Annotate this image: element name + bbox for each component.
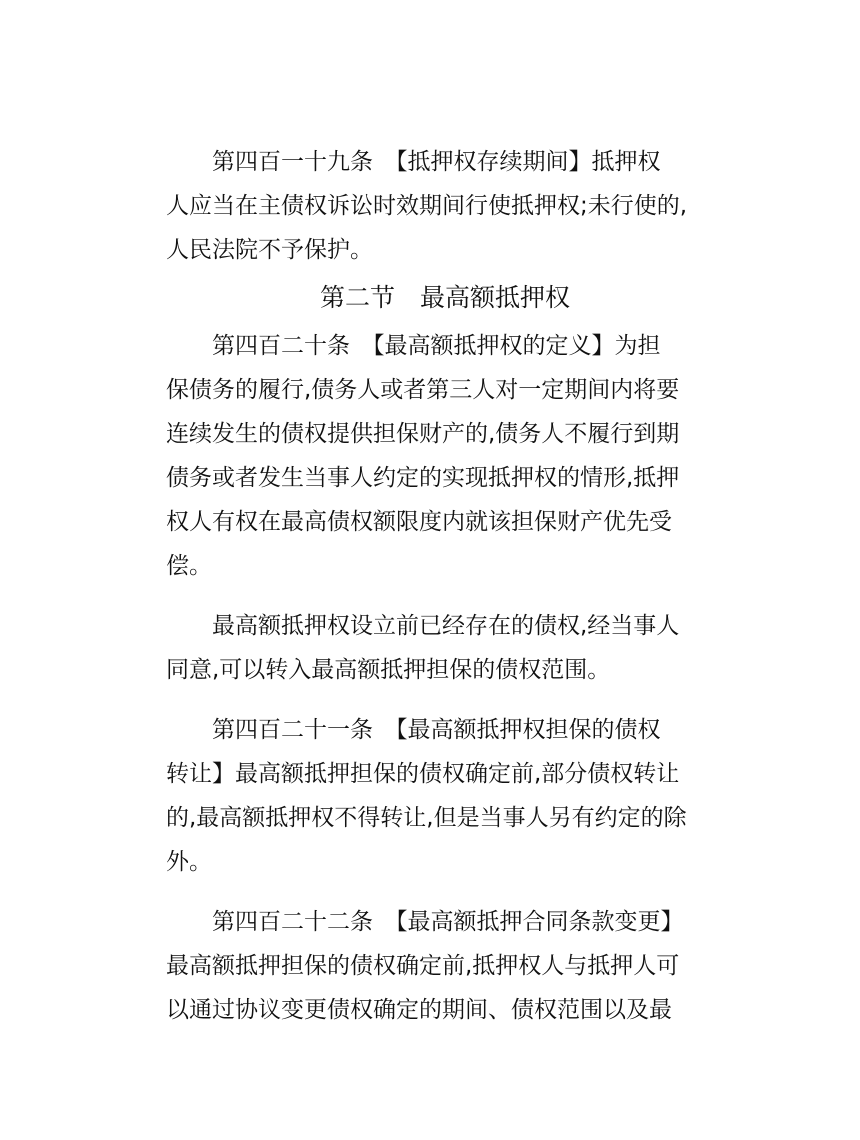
- section-heading: 第二节 最高额抵押权: [320, 283, 571, 312]
- article-419: [166, 140, 726, 272]
- paragraph-line: 第四百二十一条 【最高额抵押权担保的债权: [212, 717, 661, 743]
- paragraph-line: 第四百二十二条 【最高额抵押合同条款变更】: [212, 909, 684, 935]
- document-page: [166, 140, 726, 1032]
- paragraph-line: 最高额抵押担保的债权确定前,抵押权人与抵押人可: [166, 953, 680, 979]
- paragraph-line: 以通过协议变更债权确定的期间、债权范围以及最: [166, 997, 672, 1023]
- paragraph-gap: [166, 884, 726, 900]
- paragraph-line: 保债务的履行,债务人或者第三人对一定期间内将要: [166, 377, 680, 403]
- article-422: [166, 900, 726, 1032]
- paragraph-line: 权人有权在最高债权额限度内就该担保财产优先受: [166, 509, 672, 535]
- paragraph-line: 人应当在主债权诉讼时效期间行使抵押权;未行使的,: [166, 193, 688, 219]
- paragraph-line: 的,最高额抵押权不得转让,但是当事人另有约定的除: [166, 805, 687, 831]
- article-420-paragraph-2: [166, 604, 726, 692]
- paragraph-line: 同意,可以转入最高额抵押担保的债权范围。: [166, 657, 611, 683]
- article-421: [166, 708, 726, 884]
- paragraph-line: 第四百二十条 【最高额抵押权的定义】为担: [212, 333, 661, 359]
- paragraph-gap: [166, 588, 726, 604]
- paragraph-gap: [166, 692, 726, 708]
- paragraph-line: 最高额抵押权设立前已经存在的债权,经当事人: [212, 613, 680, 639]
- paragraph-line: 转让】最高额抵押担保的债权确定前,部分债权转让: [166, 761, 680, 787]
- paragraph-line: 人民法院不予保护。: [166, 237, 373, 263]
- paragraph-line: 连续发生的债权提供担保财产的,债务人不履行到期: [166, 421, 680, 447]
- paragraph-line: 债务或者发生当事人约定的实现抵押权的情形,抵押: [166, 465, 680, 491]
- article-420: [166, 324, 726, 588]
- paragraph-line: 第四百一十九条 【抵押权存续期间】抵押权: [212, 149, 661, 175]
- paragraph-line: 偿。: [166, 553, 212, 579]
- paragraph-line: 外。: [166, 849, 212, 875]
